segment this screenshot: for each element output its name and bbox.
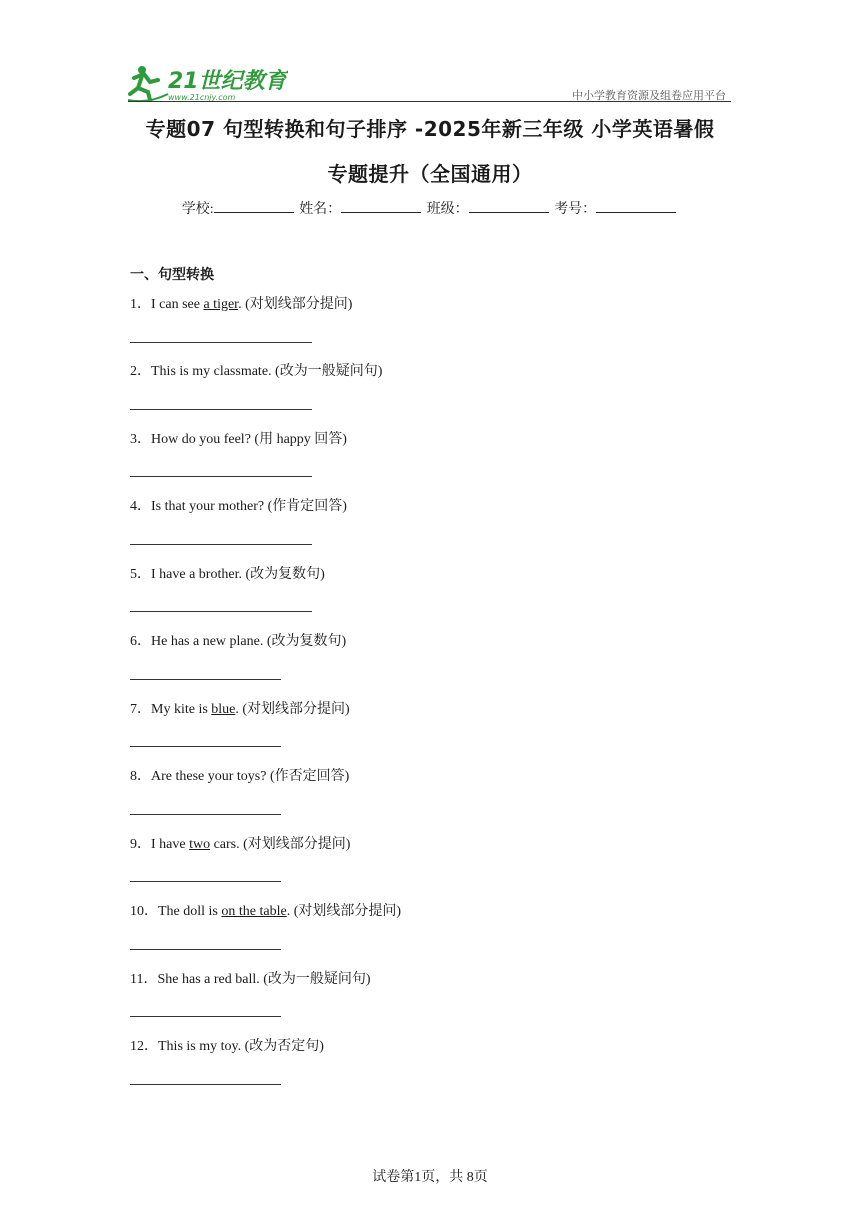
underlined-part: two [189, 837, 211, 852]
answer-line[interactable] [130, 409, 312, 410]
name-label: 姓名： [299, 202, 342, 217]
answer-line[interactable] [130, 814, 281, 815]
underlined-part: on the table [221, 904, 287, 919]
logo-21cnjy [128, 64, 288, 104]
student-info-row [0, 198, 860, 218]
page-footer: 试卷第1页，共 8页 [372, 1170, 488, 1185]
question-item: 5．I have a brother. (改为复数句) [130, 567, 325, 582]
answer-line[interactable] [130, 949, 281, 950]
question-item: 9．I have two cars. (对划线部分提问) [130, 837, 351, 852]
header-divider [128, 101, 731, 102]
answer-line[interactable] [130, 1016, 281, 1017]
answer-line[interactable] [130, 1084, 281, 1085]
question-item: 11．She has a red ball. (改为一般疑问句) [130, 972, 371, 987]
question-item: 7．My kite is blue. (对划线部分提问) [130, 702, 350, 717]
answer-line[interactable] [130, 342, 312, 343]
name-blank[interactable] [341, 200, 421, 213]
question-item: 2．This is my classmate. (改为一般疑问句) [130, 364, 383, 379]
question-item: 10．The doll is on the table. (对划线部分提问) [130, 904, 402, 919]
underlined-part: a tiger [203, 297, 239, 312]
answer-line[interactable] [130, 746, 281, 747]
question-item: 4．Is that your mother? (作肯定回答) [130, 499, 347, 514]
exam-number-label: 考号： [554, 202, 597, 217]
answer-line[interactable] [130, 544, 312, 545]
answer-line[interactable] [130, 881, 281, 882]
exam-number-blank[interactable] [596, 200, 676, 213]
page-title-line2: 专题提升（全国通用） [327, 162, 533, 186]
answer-line[interactable] [130, 611, 312, 612]
question-item: 3．How do you feel? (用 happy 回答) [130, 432, 347, 447]
page-title-line1: 专题07 句型转换和句子排序 -2025年新三年级 小学英语暑假 [145, 117, 715, 141]
question-item: 12．This is my toy. (改为否定句) [130, 1039, 324, 1054]
question-item: 1．I can see a tiger. (对划线部分提问) [130, 297, 353, 312]
logo-text: 21世纪教育 [168, 69, 287, 94]
underlined-part: blue [211, 702, 236, 717]
school-blank[interactable] [214, 200, 294, 213]
logo-url: www.21cnjy.com [168, 93, 236, 102]
question-item: 6．He has a new plane. (改为复数句) [130, 634, 347, 649]
answer-line[interactable] [130, 679, 281, 680]
platform-name: 中小学教育资源及组卷应用平台 [572, 89, 726, 102]
class-blank[interactable] [469, 200, 549, 213]
school-label: 学校: [181, 202, 214, 217]
class-label: 班级： [426, 202, 469, 217]
answer-line[interactable] [130, 476, 312, 477]
section-title: 一、句型转换 [130, 267, 214, 283]
question-item: 8．Are these your toys? (作否定回答) [130, 769, 350, 784]
